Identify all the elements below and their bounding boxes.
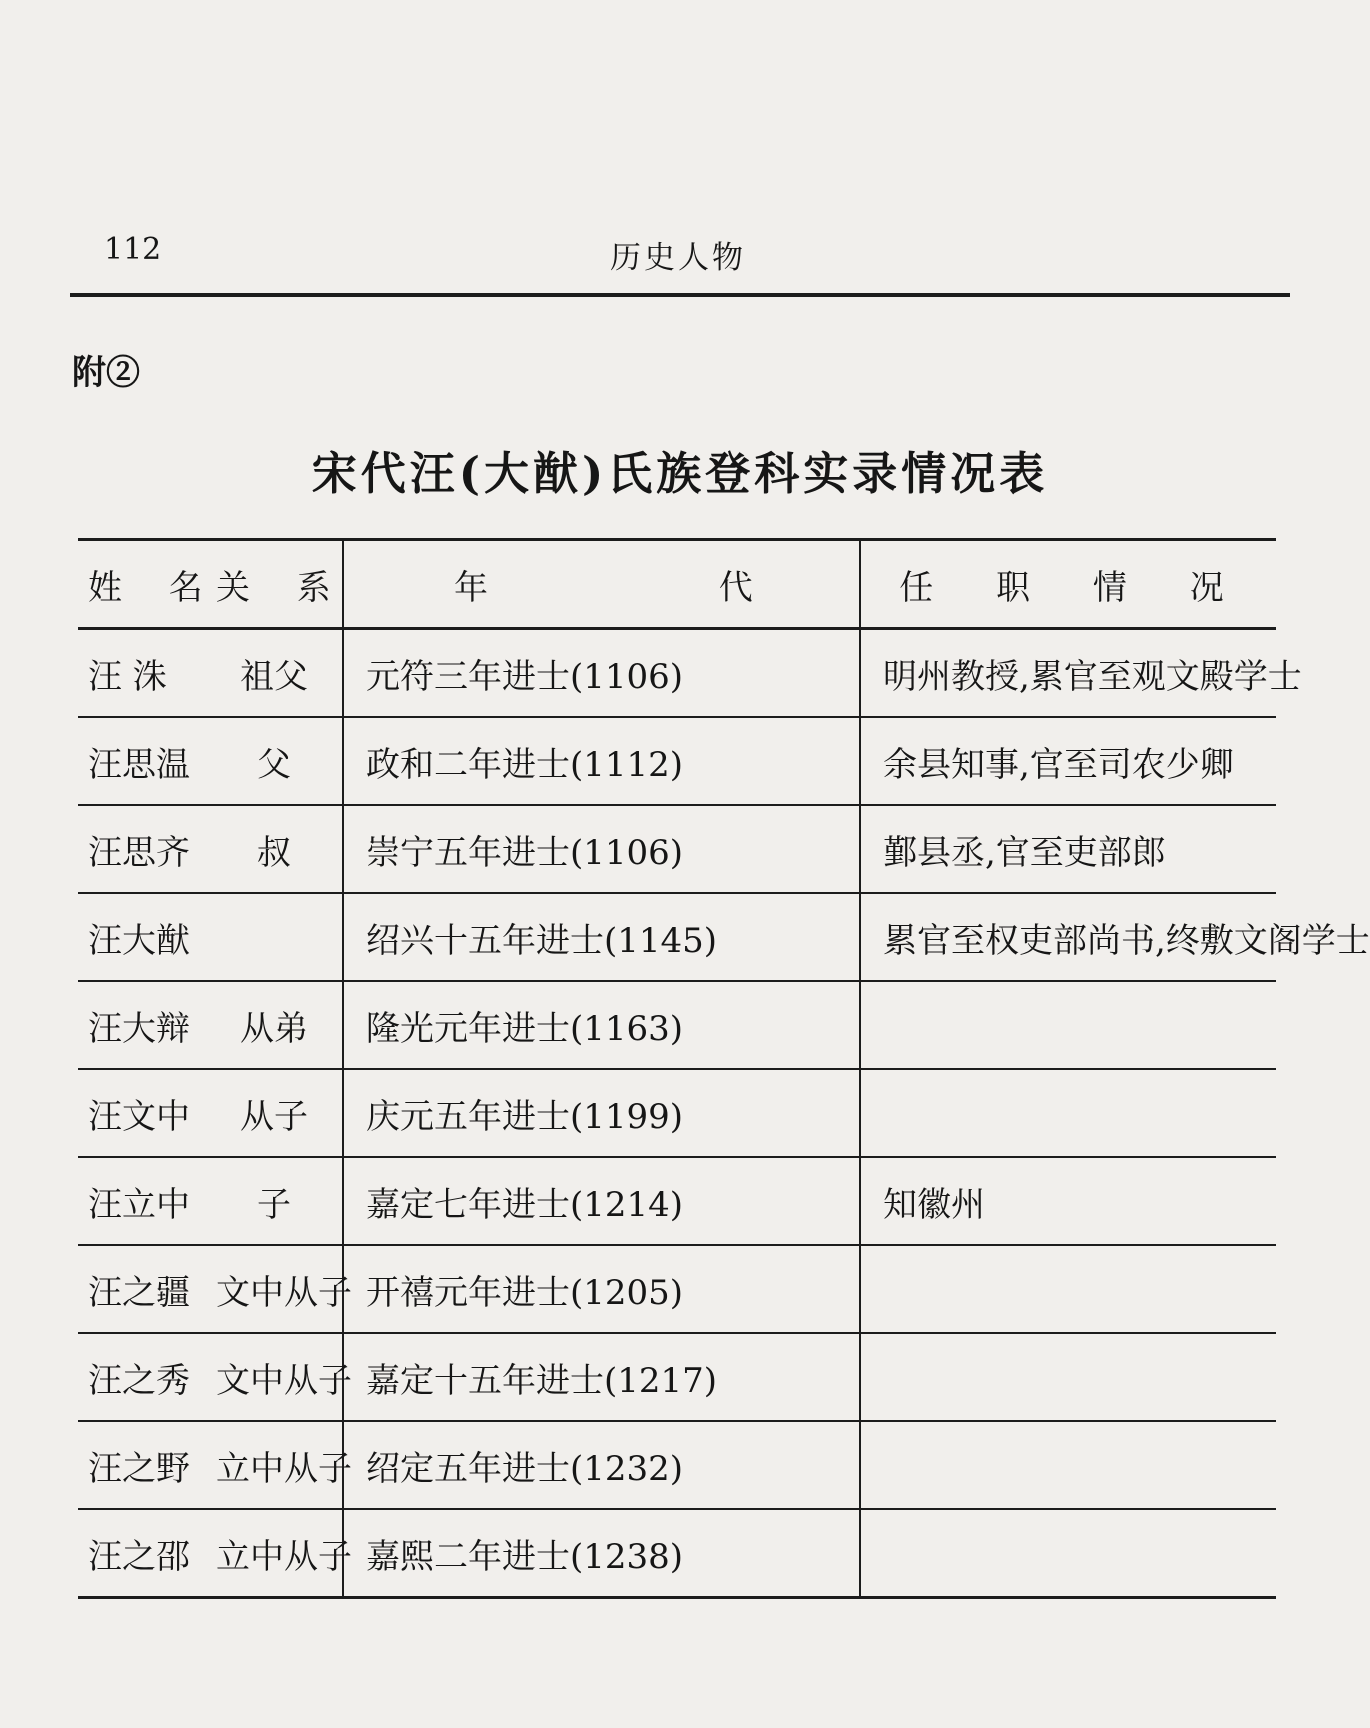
cell-office xyxy=(860,1069,1276,1157)
cell-relation: 从弟 xyxy=(206,981,343,1069)
cell-office: 明州教授,累官至观文殿学士 xyxy=(883,656,1302,697)
cell-name: 汪之野 xyxy=(88,1448,190,1489)
cell-name: 汪文中 xyxy=(88,1096,190,1137)
table-row xyxy=(78,1421,1276,1509)
column-header-era: 年 代 xyxy=(343,540,860,629)
table-row xyxy=(78,893,1276,981)
cell-office: 知徽州 xyxy=(883,1184,985,1225)
cell-name: 汪之秀 xyxy=(88,1360,190,1401)
table-title: 宋代汪(大猷)氏族登科实录情况表 xyxy=(311,447,1049,500)
cell-office xyxy=(860,1245,1276,1333)
cell-name: 汪 洙 xyxy=(88,656,167,697)
cell-office xyxy=(860,1509,1276,1598)
table-row xyxy=(78,1245,1276,1333)
cell-office: 鄞县丞,官至吏部郎 xyxy=(883,832,1166,873)
cell-era: 嘉熙二年进士(1238) xyxy=(343,1509,860,1598)
table-row xyxy=(78,1069,1276,1157)
table-header-row xyxy=(78,540,1276,629)
cell-era: 元符三年进士(1106) xyxy=(343,629,860,718)
cell-era: 政和二年进士(1112) xyxy=(343,717,860,805)
column-header-relation: 关 系 xyxy=(206,540,343,629)
cell-relation: 祖父 xyxy=(206,629,343,718)
cell-office xyxy=(860,1333,1276,1421)
cell-relation: 从子 xyxy=(206,1069,343,1157)
cell-office xyxy=(860,981,1276,1069)
cell-relation: 文中从子 xyxy=(206,1333,343,1421)
cell-name: 汪之邵 xyxy=(88,1536,190,1577)
cell-relation: 文中从子 xyxy=(206,1245,343,1333)
table-row xyxy=(78,1157,1276,1245)
cell-office: 累官至权吏部尚书,终敷文阁学士 xyxy=(883,920,1370,961)
header-rule xyxy=(70,293,1290,297)
cell-era: 绍定五年进士(1232) xyxy=(343,1421,860,1509)
running-head: 历史人物 xyxy=(610,240,746,276)
cell-era: 嘉定十五年进士(1217) xyxy=(343,1333,860,1421)
table-row xyxy=(78,629,1276,718)
register-table xyxy=(78,538,1370,1599)
column-header-name: 姓 名 xyxy=(88,567,221,608)
table-row xyxy=(78,1509,1276,1598)
cell-name: 汪立中 xyxy=(88,1184,190,1225)
table-row xyxy=(78,717,1276,805)
cell-name: 汪大猷 xyxy=(88,920,190,961)
cell-relation: 父 xyxy=(206,717,343,805)
cell-era: 嘉定七年进士(1214) xyxy=(343,1157,860,1245)
cell-name: 汪之疆 xyxy=(88,1272,190,1313)
cell-relation: 立中从子 xyxy=(206,1421,343,1509)
cell-era: 开禧元年进士(1205) xyxy=(343,1245,860,1333)
cell-relation: 子 xyxy=(206,1157,343,1245)
cell-name: 汪思温 xyxy=(88,744,190,785)
appendix-label: 附② xyxy=(72,353,140,393)
cell-name: 汪大辩 xyxy=(88,1008,190,1049)
cell-office: 余县知事,官至司农少卿 xyxy=(883,744,1234,785)
page-number: 112 xyxy=(104,232,162,267)
cell-era: 隆光元年进士(1163) xyxy=(343,981,860,1069)
cell-era: 庆元五年进士(1199) xyxy=(343,1069,860,1157)
table-row xyxy=(78,981,1276,1069)
cell-office xyxy=(860,1421,1276,1509)
cell-name: 汪思齐 xyxy=(88,832,190,873)
cell-era: 绍兴十五年进士(1145) xyxy=(343,893,860,981)
cell-relation: 叔 xyxy=(206,805,343,893)
cell-era: 崇宁五年进士(1106) xyxy=(343,805,860,893)
column-header-office: 任 职 情 况 xyxy=(899,567,1250,608)
table-row xyxy=(78,1333,1276,1421)
table-row xyxy=(78,805,1276,893)
cell-relation xyxy=(206,893,343,981)
cell-relation: 立中从子 xyxy=(206,1509,343,1598)
